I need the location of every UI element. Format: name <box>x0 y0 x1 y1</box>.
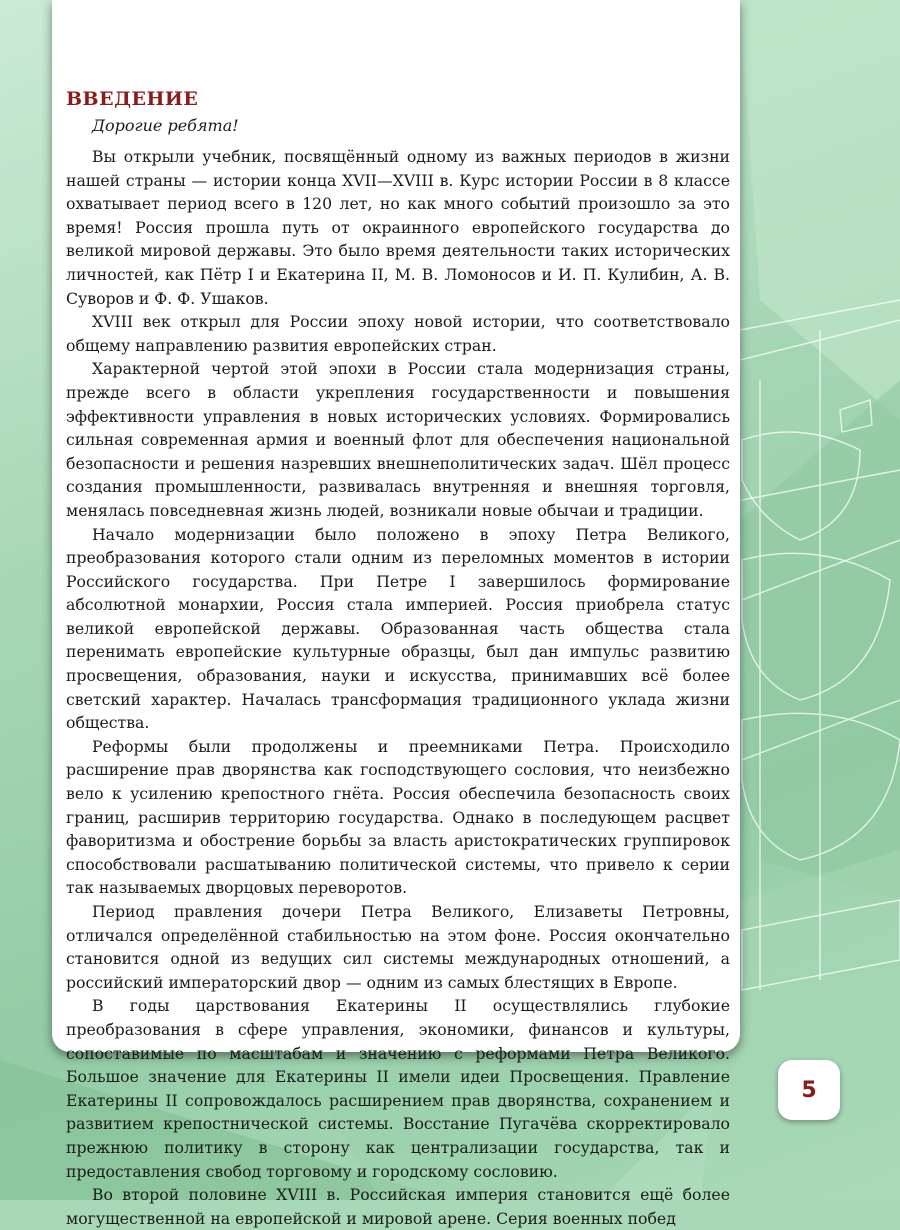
page-content <box>66 88 730 1230</box>
salutation: Дорогие ребята! <box>92 116 239 135</box>
paragraph: Реформы были продолжены и преемниками Петра. Происходило расширение прав дворянства как господствующего сословия, что неизбежно вело к усилению крепостного гнёта. Россия обеспечила безопасность своих границ, расширив территорию государства. Однако в последующем расцвет фаворитизма и обострение борьбы за власть аристократических группировок способствовали расшатыванию политической системы, что привело к серии так называемых дворцовых переворотов. <box>66 736 730 898</box>
paragraph: Вы открыли учебник, посвящённый одному из важных периодов в жизни нашей страны — истории конца XVII—XVIII в. Курс истории России в 8 классе охватывает период всего в 120 лет, но как много событий произошло за это время! Россия прошла путь от окраинного европейского государства до великой мировой державы. Это было время деятельности таких исторических личностей, как Пётр I и Екатерина II, М. В. Ломоносов и И. П. Кулибин, А. В. Суворов и Ф. Ф. Ушаков. <box>66 147 730 308</box>
paragraph: Характерной чертой этой эпохи в России стала модернизация страны, прежде всего в области укрепления государственности и повышения эффективности управления в новых исторических условиях. Формировались сильная современная армия и военный флот для обеспечения национальной безопасности и решения назревших внешнеполитических задач. Шёл процесс создания промышленности, развивалась внутренняя и внешняя торговля, менялась повседневная жизнь людей, возникали новые обычаи и традиции. <box>66 359 730 520</box>
paragraph: В годы царствования Екатерины II осуществлялись глубокие преобразования в сфере управления, экономики, финансов и культуры, сопоставимые по масштабам и значению с реформами Петра Великого. Большое значение для Екатерины II имели идеи Просвещения. Правление Екатерины II сопровождалось расширением прав дворянства, сохранением и развитием крепостнической системы. Восстание Пугачёва скорректировало прежнюю политику в сторону как централизации государства, так и предоставления свобод торговому и городскому сословию. <box>66 996 730 1181</box>
paragraph: Начало модернизации было положено в эпоху Петра Великого, преобразования которого стали одним из переломных моментов в истории Российского государства. При Петре I завершилось формирование абсолютной монархии, Россия стала империей. Россия приобрела статус великой европейской державы. Образованная часть общества стала перенимать европейские культурные образцы, был дан импульс развитию просвещения, образования, науки и искусства, принимавших всё более светский характер. Началась трансформация традиционного уклада жизни общества. <box>66 524 730 733</box>
page-number-badge <box>778 1060 840 1120</box>
page-title: ВВЕДЕНИЕ <box>66 88 199 110</box>
paragraph: Во второй половине XVIII в. Российская империя становится ещё более могущественной на европейской и мировой арене. Серия военных побед <box>66 1185 730 1228</box>
page-number: 5 <box>801 1077 817 1103</box>
paragraph: Период правления дочери Петра Великого, Елизаветы Петровны, отличался определённой стабильностью на этом фоне. Россия окончательно становится одной из ведущих сил системы международных отношений, а российский императорский двор — одним из самых блестящих в Европе. <box>66 902 730 992</box>
paragraph: XVIII век открыл для России эпоху новой истории, что соответствовало общему направлению развития европейских стран. <box>66 312 730 355</box>
